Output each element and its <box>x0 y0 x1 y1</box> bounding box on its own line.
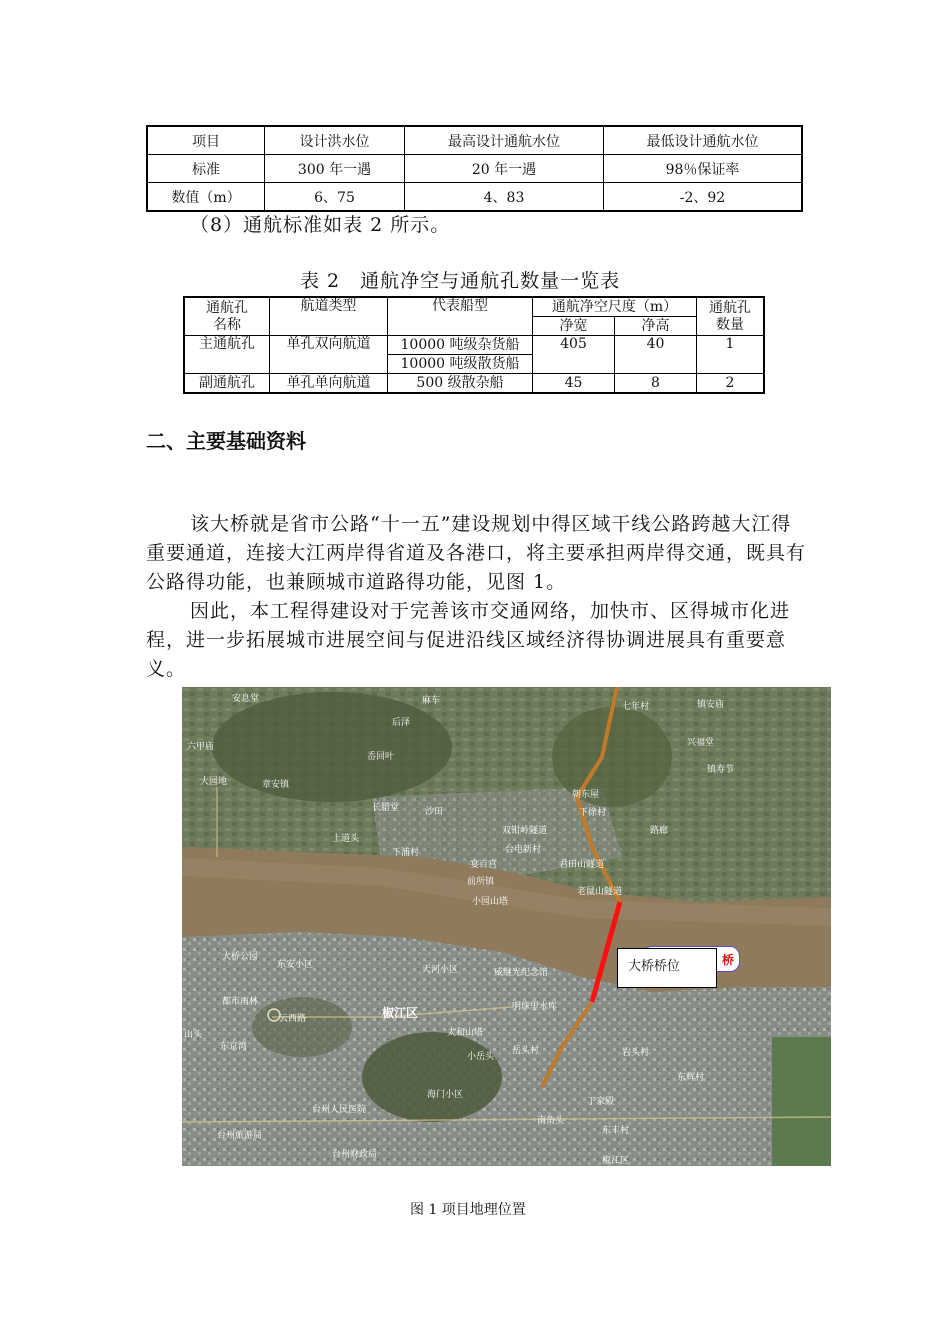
map-label: 下浦村 <box>392 848 420 858</box>
map-label: 山头 <box>184 1030 203 1040</box>
table-cell: 300 年一遇 <box>265 155 405 183</box>
map-label: 太和山塔 <box>447 1028 484 1038</box>
map-label: 双钳岭隧道 <box>502 826 548 836</box>
map-label: 岳头村 <box>512 1046 540 1056</box>
map-label: 下徐村 <box>579 808 607 818</box>
map-label: 都市雨林 <box>222 997 259 1007</box>
map-label: 岙回叶 <box>367 752 395 762</box>
figure-caption: 图 1 项目地理位置 <box>410 1202 526 1218</box>
bridge-location-callout: 大桥桥位 <box>617 948 717 988</box>
map-label: 明珠里水库 <box>512 1002 558 1012</box>
map-label: 安息堂 <box>232 694 260 704</box>
table-cell: 405 <box>533 336 615 374</box>
map-label: 路廊 <box>650 826 669 836</box>
map-label: 小岳头 <box>467 1052 495 1062</box>
paragraph: 该大桥就是省市公路“十一五”建设规划中得区域干线公路跨越大江得重要通道，连接大江两岸得省道及各港口，将主要承担两岸得交通，既具有公路得功能，也兼顾城市道路得功能，见图 1。 <box>146 513 807 593</box>
table-header-cell: 项目 <box>147 126 265 155</box>
table-cell: 8 <box>615 374 697 394</box>
map-label: 椒江区 <box>602 1156 630 1166</box>
table-cell: -2、92 <box>604 183 803 212</box>
table-cell: 20 年一遇 <box>405 155 604 183</box>
map-label: 南角头 <box>537 1116 565 1126</box>
table-cell: 副通航孔 <box>184 374 270 394</box>
section-title: 二、主要基础资料 <box>146 429 306 453</box>
project-location-map <box>182 687 831 1166</box>
map-label: 天河小区 <box>422 965 459 975</box>
table-header-cell: 通航孔 数量 <box>697 297 765 336</box>
water-level-table <box>146 125 803 212</box>
table-row <box>147 126 802 155</box>
table-cell: 40 <box>615 336 697 374</box>
table-cell: 10000 吨级散货船 <box>388 355 533 374</box>
map-label: 椒江区 <box>382 1006 419 1020</box>
navigation-clearance-table <box>183 296 765 394</box>
map-label: 上道头 <box>332 834 360 844</box>
map-label: 老鼠山隧道 <box>577 887 623 897</box>
table-cell: 6、75 <box>265 183 405 212</box>
map-label: 前所镇 <box>467 877 495 887</box>
map-label: 六甲庙 <box>187 742 215 752</box>
map-label: 东丰村 <box>602 1126 630 1136</box>
table-row <box>147 183 802 212</box>
map-label: 君田山隧道 <box>559 860 605 870</box>
table-cell: 2 <box>697 374 765 394</box>
map-label: 章安镇 <box>262 780 290 790</box>
map-label: 七年村 <box>622 702 650 712</box>
map-label: 镇安庙 <box>697 700 725 710</box>
callout-hidden-text: 桥 <box>721 953 734 967</box>
table2-caption: 表 2 通航净空与通航孔数量一览表 <box>300 270 621 292</box>
table-row <box>184 297 764 317</box>
table-row <box>184 336 764 355</box>
map-label: 大桥公园 <box>222 952 259 962</box>
map-label: 大园地 <box>200 777 228 787</box>
map-label: 后泽 <box>392 718 411 728</box>
table-header-cell: 净高 <box>615 317 697 336</box>
table-cell: 500 级散杂船 <box>388 374 533 394</box>
table-header-cell: 设计洪水位 <box>265 126 405 155</box>
map-label: 威继光纪念馆 <box>494 968 549 978</box>
table-header-cell: 航道类型 <box>270 297 388 336</box>
table-header-cell: 净宽 <box>533 317 615 336</box>
map-label: 沙田 <box>425 807 444 817</box>
map-label: 宴百宫 <box>470 860 498 870</box>
table-cell: 1 <box>697 336 765 374</box>
table-header-cell: 最高设计通航水位 <box>405 126 604 155</box>
map-label: 兴福堂 <box>687 738 715 748</box>
table-cell: 45 <box>533 374 615 394</box>
table-cell: 标准 <box>147 155 265 183</box>
map-label: 长腊堂 <box>372 803 400 813</box>
map-label: 云西路 <box>279 1014 307 1024</box>
map-label: 东辉村 <box>677 1073 705 1083</box>
map-label: 台州财政局 <box>332 1150 378 1160</box>
map-label: 东京湾 <box>220 1042 248 1052</box>
table-cell: 单孔双向航道 <box>270 336 388 374</box>
table-header-cell: 通航孔 名称 <box>184 297 270 336</box>
map-label: 麻车 <box>422 696 441 706</box>
map-label: 镇寿节 <box>707 765 735 775</box>
map-label: 海门小区 <box>427 1090 464 1100</box>
map-label: 台州旅游局 <box>217 1131 263 1141</box>
table-header-cell: 代表船型 <box>388 297 533 336</box>
map-label: 东安小区 <box>277 960 314 970</box>
map-label: 岩头村 <box>622 1048 650 1058</box>
table-header-cell: 最低设计通航水位 <box>604 126 803 155</box>
map-label: 台州人民医院 <box>312 1105 367 1115</box>
table-cell: 98％保证率 <box>604 155 803 183</box>
table-cell: 10000 吨级杂货船 <box>388 336 533 355</box>
table-header-cell: 通航净空尺度（m） <box>533 297 697 317</box>
navigation-standard-text: （8）通航标准如表 2 所示。 <box>190 214 451 236</box>
paragraph: 因此，本工程得建设对于完善该市交通网络，加快市、区得城市化进程，进一步拓展城市进展空间与促进沿线区域经济得协调进展具有重要意义。 <box>146 600 791 680</box>
table-row <box>184 374 764 394</box>
map-label: 朝东屋 <box>572 790 600 800</box>
map-label: 小园山塔 <box>472 897 509 907</box>
table-row <box>147 155 802 183</box>
table-cell: 单孔单向航道 <box>270 374 388 394</box>
map-label: 台电新村 <box>505 845 542 855</box>
map-graphic <box>182 687 831 1166</box>
map-label: 丁家殿 <box>587 1097 615 1107</box>
table-cell: 4、83 <box>405 183 604 212</box>
table-cell: 数值（m） <box>147 183 265 212</box>
table-cell: 主通航孔 <box>184 336 270 374</box>
